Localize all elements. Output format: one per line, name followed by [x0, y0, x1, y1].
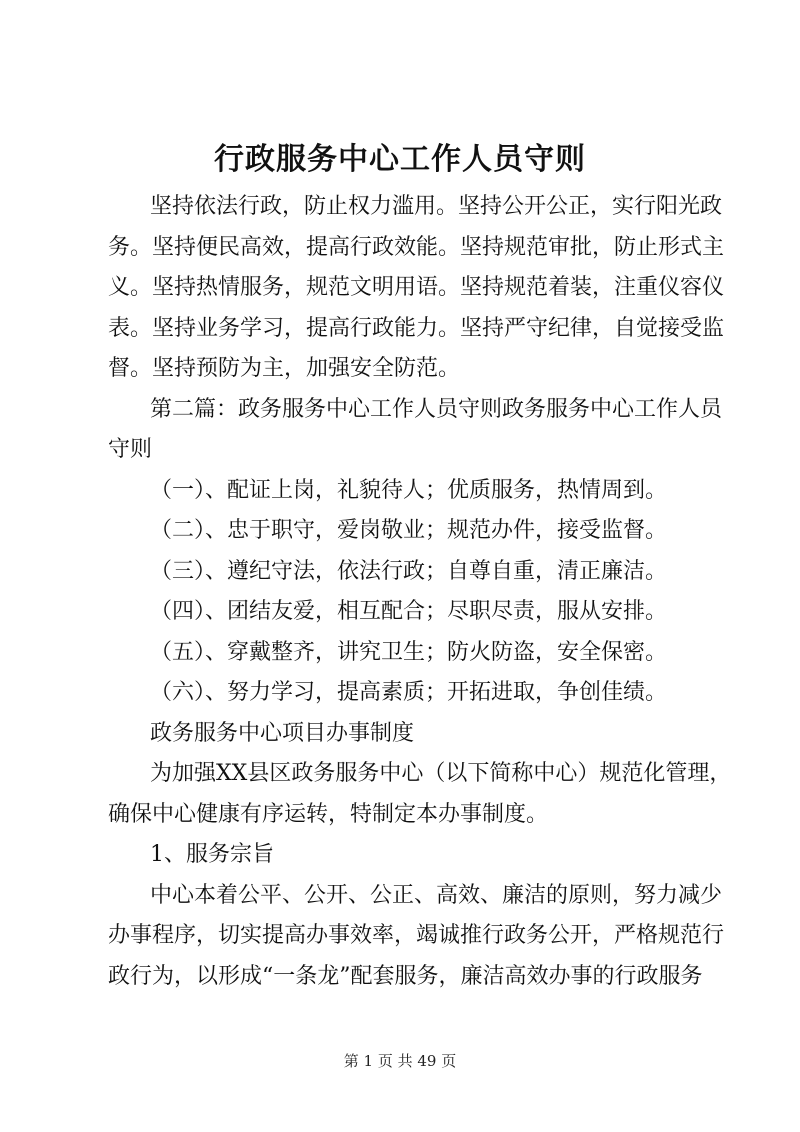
body-line: 督。坚持预防为主，加强安全防范。: [108, 356, 461, 381]
section-heading: 第二篇：政务服务中心工作人员守则政务服务中心工作人员: [150, 397, 723, 422]
body-line: 务。坚持便民高效，提高行政效能。坚持规范审批，防止形式主: [108, 235, 725, 260]
body-line: 确保中心健康有序运转，特制定本办事制度。: [108, 802, 549, 827]
list-item: （四）、团结友爱，相互配合；尽职尽责，服从安排。: [150, 599, 668, 624]
page-footer: 第 1 页 共 49 页: [343, 1052, 457, 1070]
body-line: 政行为，以形成“一条龙”配套服务，廉洁高效办事的行政服务: [108, 964, 703, 989]
body-line: 为加强XX县区政务服务中心（以下简称中心）规范化管理，: [150, 761, 732, 786]
list-item: （二）、忠于职守，爱岗敬业；规范办件，接受监督。: [150, 518, 668, 543]
section-heading: 政务服务中心项目办事制度: [150, 721, 415, 746]
body-line: 办事程序，切实提高办事效率，竭诚推行政务公开，严格规范行: [108, 923, 725, 948]
list-item: （五）、穿戴整齐，讲究卫生；防火防盗，安全保密。: [150, 640, 668, 665]
page-title: 行政服务中心工作人员守则: [214, 142, 586, 177]
body-line: 中心本着公平、公开、公正、高效、廉洁的原则，努力减少: [150, 883, 723, 908]
body-line: 义。坚持热情服务，规范文明用语。坚持规范着装，注重仪容仪: [108, 275, 725, 300]
body-line: 表。坚持业务学习，提高行政能力。坚持严守纪律，自觉接受监: [108, 316, 725, 341]
subsection-heading: 1、服务宗旨: [150, 842, 274, 867]
list-item: （六）、努力学习，提高素质；开拓进取，争创佳绩。: [150, 680, 668, 705]
list-item: （三）、遵纪守法，依法行政；自尊自重，清正廉洁。: [150, 559, 668, 584]
section-heading-continued: 守则: [108, 437, 153, 462]
list-item: （一）、配证上岗，礼貌待人；优质服务，热情周到。: [150, 478, 668, 503]
body-line: 坚持依法行政，防止权力滥用。坚持公开公正，实行阳光政: [150, 194, 723, 219]
